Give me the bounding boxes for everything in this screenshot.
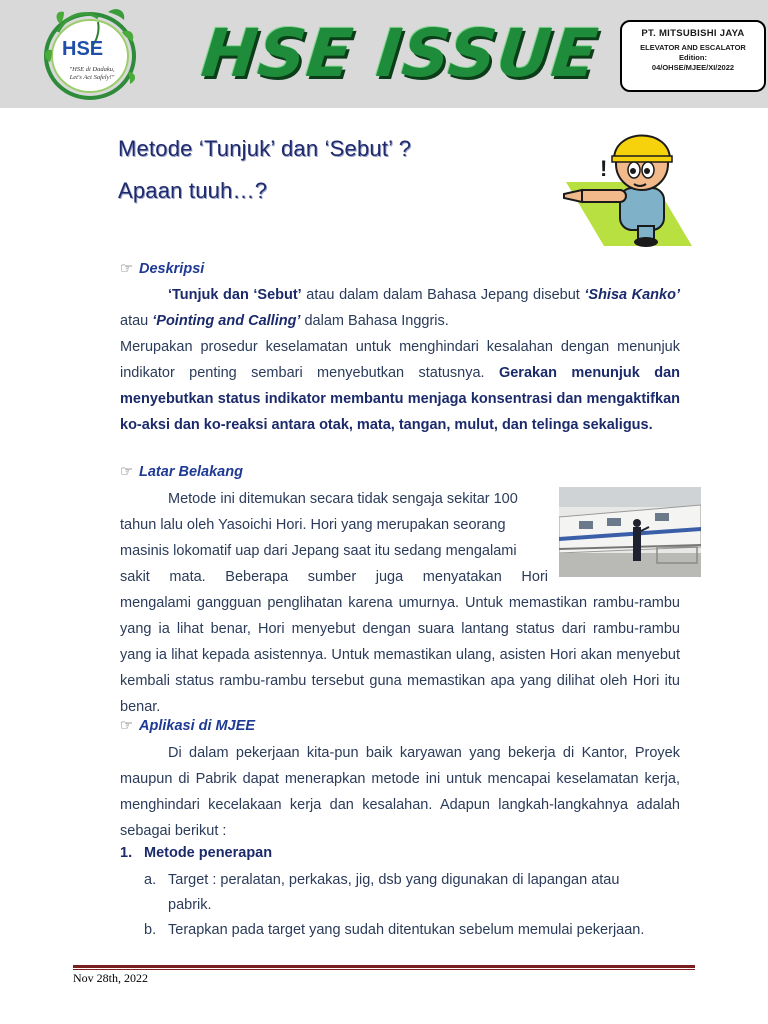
pointing-worker-illustration (560, 118, 694, 250)
latar-line-2: tahun lalu oleh Yasoichi Hori. Hori yang merupakan seorang (120, 517, 506, 533)
section-title-deskripsi: ☞ Deskripsi (120, 261, 205, 277)
list-item-text: Terapkan pada target yang sudah ditentukan sebelum memulai pekerjaan. (168, 922, 645, 938)
svg-text:!: ! (600, 156, 608, 181)
division-name: ELEVATOR AND ESCALATOR (640, 43, 746, 52)
hse-logo (38, 2, 148, 106)
deskripsi-paragraph-2: Merupakan prosedur keselamatan untuk menghindari kesalahan dengan menunjuk indikator penting sembari menyebutkan statusnya. Gerakan menunjuk dan menyebutkan status indikator membantu menjaga konsentrasi dan mengaktifkan ko-aksi dan ko-reaksi antara otak, mata, tangan, mulut, dan telinga sekaligus. (120, 339, 680, 433)
pointing-hand-icon: ☞ (120, 261, 133, 277)
list-heading: 1. Metode penerapan (120, 845, 273, 861)
footer-rule-thin (73, 969, 695, 970)
section-title-latar-belakang: ☞ Latar Belakang (120, 464, 243, 480)
page-header (0, 0, 768, 108)
latar-line-1: Metode ini ditemukan secara tidak sengaja sekitar 100 (168, 491, 518, 507)
latar-body-continued (120, 590, 680, 720)
pointing-hand-icon: ☞ (120, 718, 133, 734)
aplikasi-paragraph: Di dalam pekerjaan kita-pun baik karyawan yang bekerja di Kantor, Proyek maupun di Pabrik dapat menerapkan metode ini untuk mencapai keselamatan kerja, menghindari kecelakaan kerja dan kesalahan. Adapun langkah-langkahnya adalah sebagai berikut : (120, 745, 680, 839)
section-title-aplikasi: ☞ Aplikasi di MJEE (120, 718, 256, 734)
list-item-marker: a. (144, 872, 157, 888)
deskripsi-paragraph-1: ‘Tunjuk dan ‘Sebut’ atau dalam dalam Bahasa Jepang disebut ‘Shisa Kanko’ atau ‘Pointing and Calling’ dalam Bahasa Inggris. (120, 287, 680, 329)
latar-line-4: sakit mata. Beberapa sumber juga menyatakan Hori (120, 569, 548, 585)
list-item (144, 918, 644, 943)
latar-paragraph-rest: mengalami gangguan penglihatan karena umurnya. Untuk memastikan rambu-rambu yang ia lihat benar, Hori menyebut dengan suara lantang status dari rambu-rambu yang ia lihat kepada asistennya. Untuk memastikan ulang, asisten Hori akan menyebut kembali status rambu-rambu tersebut guna memastikan apa yang dilihat oleh Hori itu benar. (120, 595, 680, 715)
deskripsi-body (120, 282, 680, 438)
list-heading-number: 1. (120, 845, 133, 861)
edition-label: Edition: (679, 53, 707, 62)
logo-text: HSE (62, 38, 104, 60)
latar-wrapped-text (120, 486, 548, 590)
footer-rule (73, 965, 695, 968)
edition-number: 04/OHSE/MJEE/XI/2022 (651, 63, 735, 72)
newsletter-title: HSE ISSUE (198, 15, 602, 92)
latar-line-3: masinis lokomatif uap dari Jepang saat itu sedang mengalami (120, 543, 517, 559)
train-conductor-photo (559, 487, 701, 577)
footer-date: Nov 28th, 2022 (73, 971, 148, 985)
main-heading-line1: Metode ‘Tunjuk’ dan ‘Sebut’ ? (118, 136, 412, 161)
company-name: PT. MITSUBISHI JAYA (641, 28, 745, 39)
aplikasi-body (120, 740, 680, 844)
edition-info-box (620, 20, 766, 92)
logo-caption: "HSE di Dadaku, Let's Act Safely!" (69, 66, 115, 81)
pointing-hand-icon: ☞ (120, 464, 133, 480)
list-item-marker: b. (144, 922, 157, 938)
list-item (144, 868, 619, 918)
list-item-text-cont: pabrik. (168, 897, 212, 913)
main-heading-line2: Apaan tuuh…? (118, 178, 268, 203)
list-item-text: Target : peralatan, perkakas, jig, dsb yang digunakan di lapangan atau (168, 872, 620, 888)
